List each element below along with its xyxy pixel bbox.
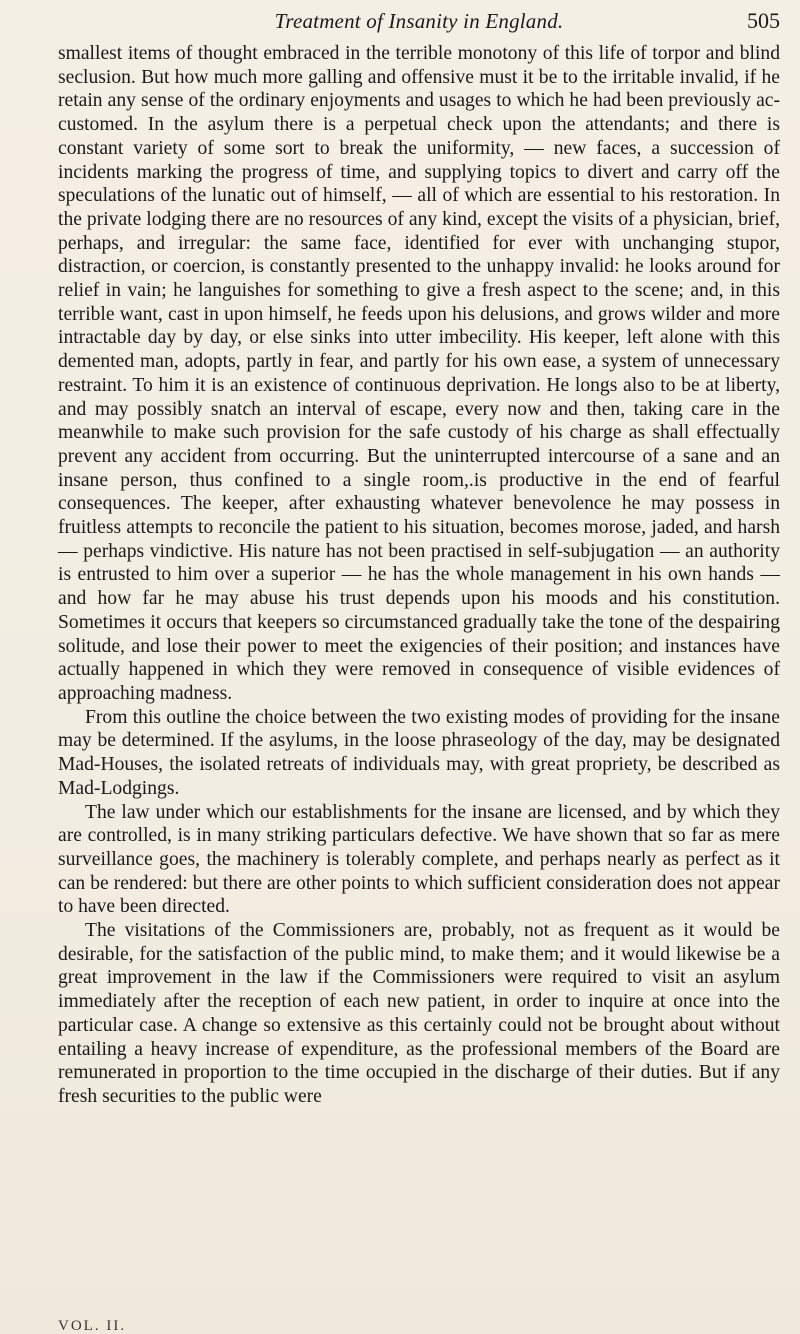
- signature-mark: VOL. II.: [58, 1318, 127, 1334]
- paragraph-continued: smallest items of thought embraced in the terrible monotony of this life of torpor and blind seclusion. But how much more galling and offensive must it be to the irritable invalid, if he retain any sense of the ordinary enjoyments and usages to which he had been previously accustomed. In the asylum there is a perpetual check upon the attendants; and there is constant variety of some sort to break the uniformity, — new faces, a succession of incidents marking the progress of time, and supplying topics to divert and carry off the speculations of the lunatic out of himself, — all of which are essential to his restoration. In the private lodging there are no resources of any kind, except the visits of a physician, brief, perhaps, and irregular: the same face, identified for ever with unchanging stupor, distraction, or coercion, is constantly presented to the unhappy invalid: he looks around for relief in vain; he languishes for something to give a fresh aspect to the scene; and, in this terrible want, cast in upon himself, he feeds upon his delusions, and grows wilder and more intractable day by day, or else sinks into utter imbecility. His keeper, left alone with this demented man, adopts, partly in fear, and partly for his own ease, a system of unnecessary restraint. To him it is an existence of continuous deprivation. He longs also to be at liberty, and may possibly snatch an interval of escape, every now and then, taking care in the meanwhile to make such provision for the safe custody of his charge as shall effectually prevent any accident from occurring. But the uninterrupted intercourse of a sane and an insane person, thus confined to a single room,.is productive in the end of fearful consequences. The keeper, after exhausting whatever benevolence he may possess in fruitless attempts to reconcile the patient to his situation, becomes morose, jaded, and harsh — perhaps vindictive. His nature has not been practised in self-subjugation — an authority is entrusted to him over a superior — he has the whole management in his own hands — and how far he may abuse his trust depends upon his moods and his constitution. Sometimes it occurs that keepers so circumstanced gradually take the tone of the despairing solitude, and lose their power to meet the exigencies of their position; and instances have actually happened in which they were removed in consequence of visible evidences of approaching madness.: [58, 43, 780, 704]
- running-head: [58, 6, 780, 36]
- body-text: [58, 42, 780, 1109]
- page-number: 505: [747, 8, 780, 33]
- paragraph-choice-of-modes: From this outline the choice between the two existing modes of providing for the insane may be determined. If the asylums, in the loose phraseology of the day, may be designated Mad-Houses, the isolated retreats of individuals may, with great propriety, be described as Mad-Lodgings.: [58, 706, 780, 799]
- paragraph-commissioners-visits: The visitations of the Commissioners are, probably, not as frequent as it would be desirable, for the satisfaction of the public mind, to make them; and it would likewise be a great improvement in the law if the Commissioners were required to visit an asylum immediately after the reception of each new patient, in order to inquire at once into the particular case. A change so extensive as this certainly could not be brought about without entailing a heavy increase of expenditure, as the professional members of the Board are remunerated in proportion to the time occupied in the discharge of their duties. But if any fresh securities to the public were: [58, 920, 780, 1107]
- paragraph-law-defective: The law under which our establishments for the insane are licensed, and by which they are controlled, is in many striking particulars defective. We have shown that so far as mere surveillance goes, the machinery is tolerably complete, and perhaps nearly as perfect as it can be rendered: but there are other points to which sufficient consideration does not appear to have been directed.: [58, 801, 780, 918]
- running-title: Treatment of Insanity in England.: [274, 9, 564, 33]
